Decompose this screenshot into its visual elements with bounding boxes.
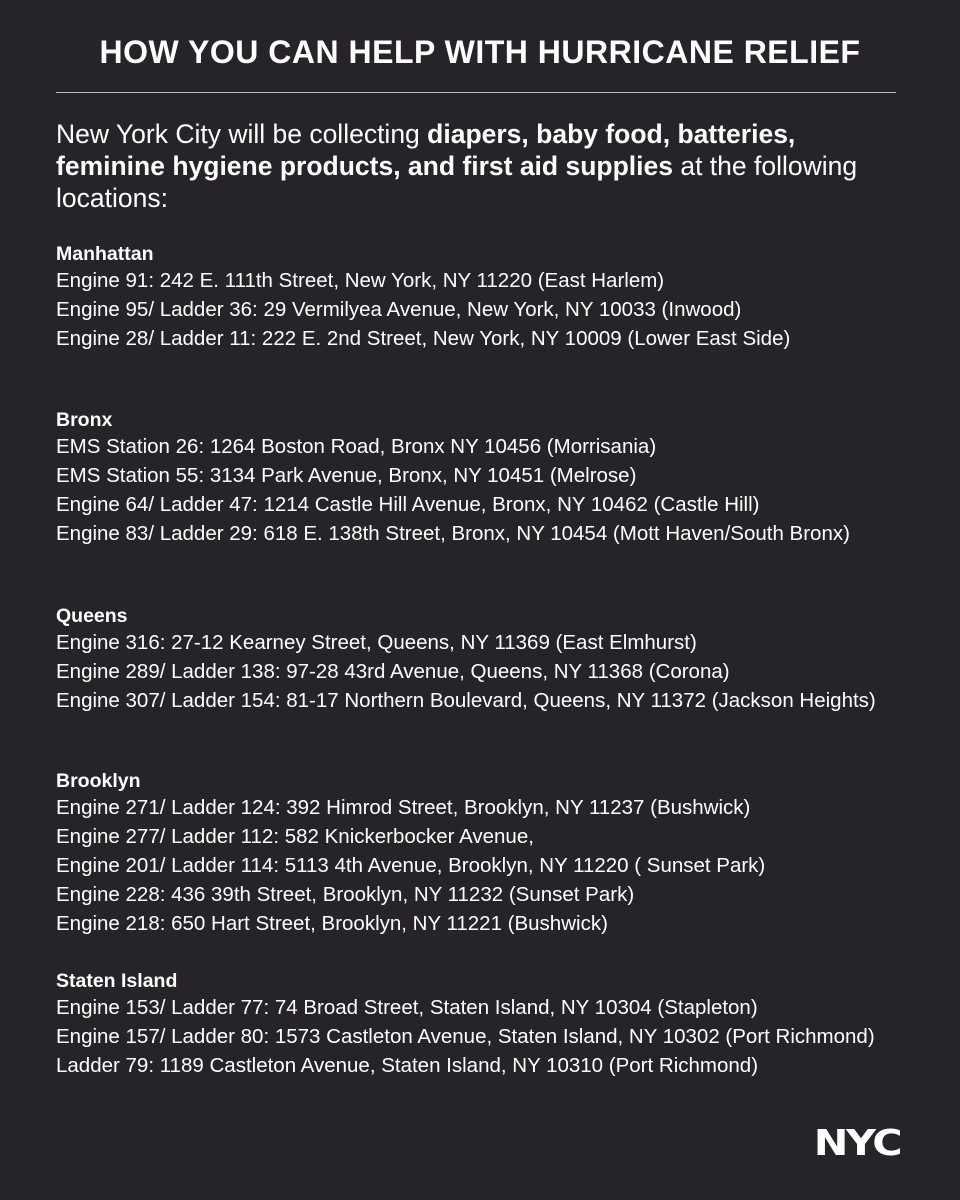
borough-brooklyn — [56, 767, 906, 940]
title-divider — [56, 92, 896, 93]
location-item: Engine 28/ Ladder 11: 222 E. 2nd Street, New York, NY 10009 (Lower East Side) — [56, 327, 791, 350]
borough-heading: Staten Island — [56, 970, 178, 992]
location-item: Engine 157/ Ladder 80: 1573 Castleton Avenue, Staten Island, NY 10302 (Port Richmond) — [56, 1025, 875, 1048]
borough-queens — [56, 602, 906, 717]
nyc-logo: NYC — [813, 1123, 900, 1164]
location-item: Engine 218: 650 Hart Street, Brooklyn, NY 11221 (Bushwick) — [56, 912, 608, 935]
intro-items-bold: diapers, baby food, batteries, feminine hygiene products, and first aid supplies — [56, 119, 796, 181]
page-title: HOW YOU CAN HELP WITH HURRICANE RELIEF — [99, 34, 861, 70]
intro-text-end: at the following locations: — [56, 151, 858, 213]
location-item: Engine 83/ Ladder 29: 618 E. 138th Street, Bronx, NY 10454 (Mott Haven/South Bronx) — [56, 522, 850, 545]
location-item: Engine 316: 27-12 Kearney Street, Queens, NY 11369 (East Elmhurst) — [56, 631, 697, 654]
borough-heading: Brooklyn — [56, 770, 141, 792]
location-item: Engine 307/ Ladder 154: 81-17 Northern Boulevard, Queens, NY 11372 (Jackson Heights) — [56, 689, 876, 712]
location-item: Engine 201/ Ladder 114: 5113 4th Avenue, Brooklyn, NY 11220 ( Sunset Park) — [56, 854, 766, 877]
location-item: Engine 95/ Ladder 36: 29 Vermilyea Avenue, New York, NY 10033 (Inwood) — [56, 298, 742, 321]
location-item: Engine 289/ Ladder 138: 97-28 43rd Avenue, Queens, NY 11368 (Corona) — [56, 660, 730, 683]
location-item: Engine 277/ Ladder 112: 582 Knickerbocker Avenue, — [56, 825, 534, 848]
location-item: Ladder 79: 1189 Castleton Avenue, Staten Island, NY 10310 (Port Richmond) — [56, 1054, 759, 1077]
borough-heading: Manhattan — [56, 243, 154, 265]
location-item: Engine 228: 436 39th Street, Brooklyn, NY 11232 (Sunset Park) — [56, 883, 635, 906]
borough-bronx — [56, 406, 906, 550]
location-item: EMS Station 55: 3134 Park Avenue, Bronx, NY 10451 (Melrose) — [56, 464, 637, 487]
borough-heading: Queens — [56, 605, 128, 627]
location-item: Engine 91: 242 E. 111th Street, New York, NY 11220 (East Harlem) — [56, 269, 665, 292]
location-item: EMS Station 26: 1264 Boston Road, Bronx NY 10456 (Morrisania) — [56, 435, 657, 458]
borough-staten-island — [56, 967, 906, 1082]
intro-text: New York City will be collecting — [56, 119, 428, 149]
borough-manhattan — [56, 240, 906, 355]
location-item: Engine 64/ Ladder 47: 1214 Castle Hill Avenue, Bronx, NY 10462 (Castle Hill) — [56, 493, 760, 516]
borough-heading: Bronx — [56, 409, 113, 431]
intro-paragraph — [56, 118, 906, 214]
location-item: Engine 271/ Ladder 124: 392 Himrod Street, Brooklyn, NY 11237 (Bushwick) — [56, 796, 751, 819]
location-item: Engine 153/ Ladder 77: 74 Broad Street, Staten Island, NY 10304 (Stapleton) — [56, 996, 758, 1019]
